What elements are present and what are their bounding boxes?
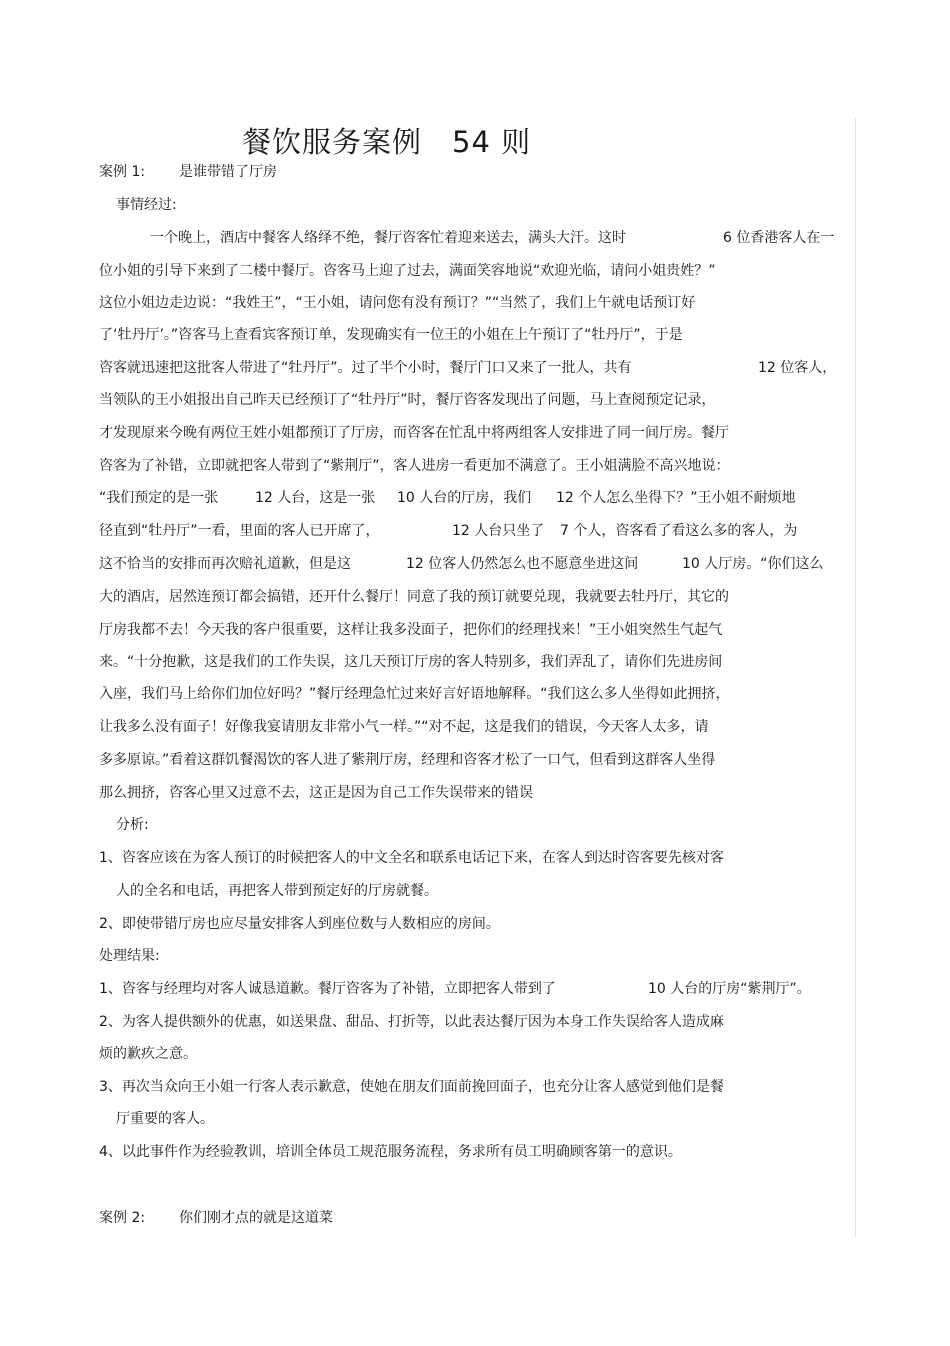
para1-line9c: 10 人台的厅房，我们 [397,490,532,506]
para1-line11b: 12 位客人仍然怎么也不愿意坐进这间 [406,556,639,572]
para1-line3: 这位小姐边走边说：“我姓王”，“王小姐，请问您有没有预订？”“当然了，我们上午就电话预订好 [99,295,696,311]
para1-line1b: 6 位香港客人在一 [723,230,835,246]
result-item-3a: 3、再次当众向王小姐一行客人表示歉意，使她在朋友们面前挽回面子，也充分让客人感觉到他们是餐 [99,1079,724,1095]
analysis-item-1b: 人的全名和电话，再把客人带到预定好的厅房就餐。 [116,883,438,899]
para1-line8: 咨客为了补错，立即就把客人带到了“紫荆厅”，客人进房一看更加不满意了。王小姐满脸不高兴地说： [99,458,730,474]
para1-line4: 了‘牡丹厅’。”咨客马上查看宾客预订单，发现确实有一位王的小姐在上午预订了“牡丹厅”，于是 [99,327,683,343]
para1-line16: 让我多么没有面子！好像我宴请朋友非常小气一样。”“对不起，这是我们的错误，今天客人太多，请 [99,719,709,735]
para1-line5a: 咨客就迅速把这批客人带进了“牡丹厅”。过了半个小时，餐厅门口又来了一批人，共有 [99,360,632,376]
result-item-1b: 10 人台的厅房“紫荆厅”。 [648,981,811,997]
title-main: 餐饮服务案例 [242,125,423,159]
case2-title: 你们刚才点的就是这道菜 [179,1210,333,1226]
para1-line6: 当领队的王小姐报出自己昨天已经预订了“牡丹厅”时，餐厅咨客发现出了问题，马上查阅预定记录， [99,392,716,408]
para1-line15: 入座，我们马上给你们加位好吗？”餐厅经理急忙过来好言好语地解释。“我们这么多人坐得如此拥挤， [99,686,730,702]
analysis-item-2: 2、即使带错厅房也应尽量安排客人到座位数与人数相应的房间。 [99,916,500,932]
result-item-4: 4、以此事件作为经验教训，培训全体员工规范服务流程，务求所有员工明确顾客第一的意识。 [99,1144,682,1160]
para1-line9b: 12 人台，这是一张 [255,490,376,506]
case2-label: 案例 2: [99,1210,146,1226]
para1-line18: 那么拥挤，咨客心里又过意不去，这正是因为自己工作失误带来的错误 [99,785,533,801]
para1-line11a: 这不恰当的安排而再次赔礼道歉，但是这 [99,556,351,572]
para1-line10a: 径直到“牡丹厅”一看，里面的客人已开席了， [99,523,380,539]
para1-line10c: 7 个人，咨客看了看这么多的客人，为 [560,523,798,539]
analysis-item-1a: 1、咨客应该在为客人预订的时候把客人的中文全名和联系电话记下来，在客人到达时咨客要先核对客 [99,850,724,866]
section-label-events: 事情经过: [116,197,177,213]
para1-line5b: 12 位客人， [758,360,837,376]
para1-line7: 才发现原来今晚有两位王姓小姐都预订了厅房，而咨客在忙乱中将两组客人安排进了同一间厅房。餐厅 [99,425,729,441]
para1-line10b: 12 人台只坐了 [452,523,545,539]
para1-line17: 多多原谅。”看着这群饥餐渴饮的客人进了紫荆厅房，经理和咨客才松了一口气，但看到这群客人坐得 [99,752,716,768]
para1-line11c: 10 人厅房。“你们这么 [682,556,824,572]
para1-line13: 厅房我都不去！今天我的客户很重要，这样让我多没面子，把你们的经理找来！”王小姐突然生气起气 [99,622,723,638]
document-title [242,120,531,161]
para1-line1a: 一个晚上，酒店中餐客人络绎不绝，餐厅咨客忙着迎来送去，满头大汗。这时 [150,230,626,246]
para1-line14: 来。“十分抱歉，这是我们的工作失误，这几天预订厅房的客人特别多，我们弄乱了，请你们先进房间 [99,654,723,670]
result-item-3b: 厅重要的客人。 [116,1111,214,1127]
case1-title: 是谁带错了厅房 [179,164,277,180]
result-item-1a: 1、咨客与经理均对客人诚恳道歉。餐厅咨客为了补错，立即把客人带到了 [99,981,556,997]
result-item-2a: 2、为客人提供额外的优惠，如送果盘、甜品、打折等，以此表达餐厅因为本身工作失误给客人造成麻 [99,1014,724,1030]
para1-line2: 位小姐的引导下来到了二楼中餐厅。咨客马上迎了过去，满面笑容地说“欢迎光临，请问小姐贵姓？” [99,263,716,279]
page-margin-rule [855,118,856,1238]
case1-label: 案例 1: [99,164,146,180]
para1-line9a: “我们预定的是一张 [99,490,219,506]
result-item-2b: 烦的歉疚之意。 [99,1046,197,1062]
para1-line9d: 12 个人怎么坐得下？”王小姐不耐烦地 [556,490,796,506]
title-number: 54 则 [452,125,532,159]
para1-line12: 大的酒店，居然连预订都会搞错，还开什么餐厅！同意了我的预订就要兑现，我就要去牡丹厅，其它的 [99,589,729,605]
section-label-analysis: 分析: [116,817,149,833]
section-label-result: 处理结果: [99,948,160,964]
